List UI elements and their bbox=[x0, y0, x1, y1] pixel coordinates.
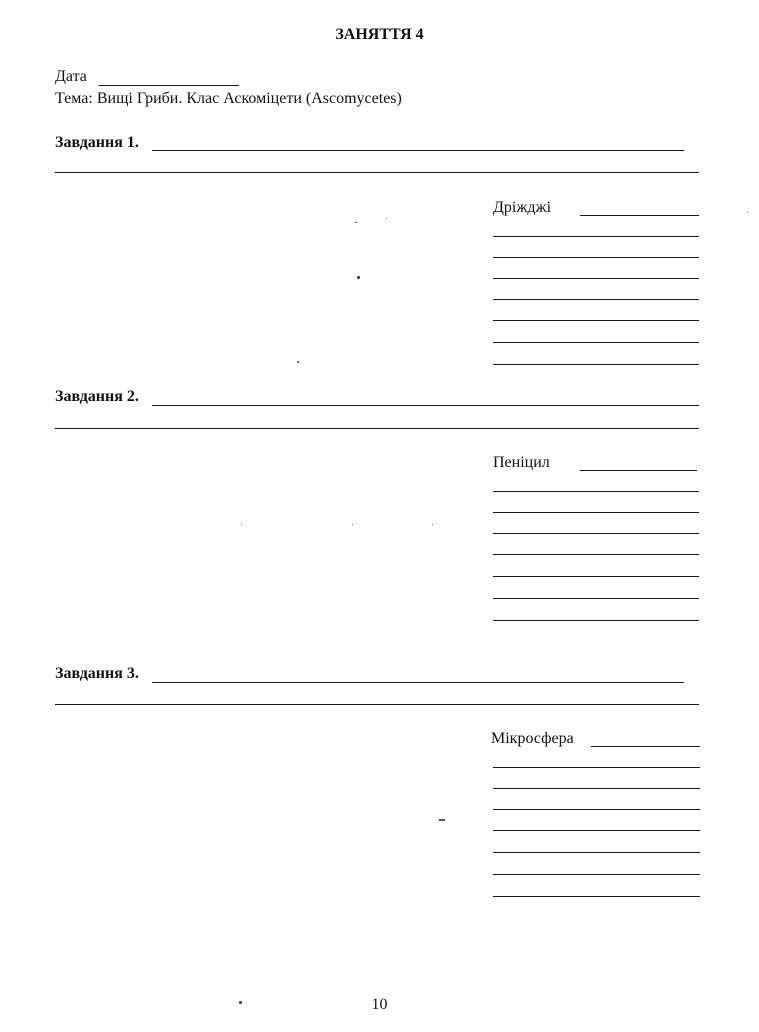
task-1-figure-label: Дріжджі bbox=[493, 199, 552, 216]
task-3-answer-line bbox=[493, 896, 700, 897]
task-3-answer-line bbox=[493, 767, 700, 768]
task-3-label: Завдання 3. bbox=[55, 665, 139, 682]
task-3-answer-line bbox=[493, 809, 700, 810]
task-3-blank bbox=[152, 682, 684, 683]
task-2-answer-line bbox=[493, 620, 699, 621]
task-3-figure-label: Мікросфера bbox=[491, 730, 574, 747]
scan-speck bbox=[439, 819, 445, 821]
task-1-answer-line bbox=[493, 236, 699, 237]
task-2-answer-line bbox=[493, 512, 699, 513]
task-1-blank bbox=[152, 150, 684, 151]
task-1-answer-line bbox=[493, 257, 699, 258]
task-2-answer-line bbox=[493, 576, 699, 577]
page-number: 10 bbox=[371, 996, 388, 1013]
task-3-answer-line bbox=[493, 852, 700, 853]
scan-speck bbox=[297, 361, 299, 363]
task-1-answer-line bbox=[493, 364, 699, 365]
scan-speck bbox=[747, 212, 748, 213]
page-title: ЗАНЯТТЯ 4 bbox=[335, 26, 424, 43]
task-3-answer-line bbox=[493, 788, 700, 789]
date-blank bbox=[99, 85, 239, 86]
task-2-answer-line bbox=[493, 554, 699, 555]
task-3-answer-line bbox=[493, 830, 700, 831]
task-2-figure-blank bbox=[580, 470, 697, 471]
scan-speck bbox=[355, 222, 357, 223]
date-label: Дата bbox=[55, 68, 87, 85]
task-2-blank-2 bbox=[55, 428, 699, 429]
task-1-answer-line bbox=[493, 299, 699, 300]
scan-speck bbox=[357, 276, 360, 279]
task-1-answer-line bbox=[493, 320, 699, 321]
topic-text: Тема: Вищі Гриби. Клас Аскоміцети (Ascomycetes) bbox=[55, 90, 402, 107]
task-2-answer-line bbox=[493, 533, 699, 534]
task-2-answer-line bbox=[493, 491, 699, 492]
scan-speck bbox=[386, 218, 387, 219]
scan-speck bbox=[432, 524, 433, 525]
task-3-blank-2 bbox=[55, 704, 699, 705]
task-2-answer-line bbox=[493, 598, 699, 599]
scan-speck bbox=[241, 524, 242, 525]
task-2-blank bbox=[152, 405, 699, 406]
scan-speck bbox=[352, 524, 353, 525]
task-1-answer-line bbox=[493, 278, 699, 279]
task-1-blank-2 bbox=[55, 172, 699, 173]
task-2-figure-label: Пеніцил bbox=[493, 454, 550, 471]
task-1-figure-blank bbox=[580, 215, 699, 216]
task-3-answer-line bbox=[493, 874, 700, 875]
task-2-label: Завдання 2. bbox=[55, 388, 139, 405]
task-1-answer-line bbox=[493, 342, 699, 343]
task-3-figure-blank bbox=[591, 746, 700, 747]
task-1-label: Завдання 1. bbox=[55, 134, 139, 151]
